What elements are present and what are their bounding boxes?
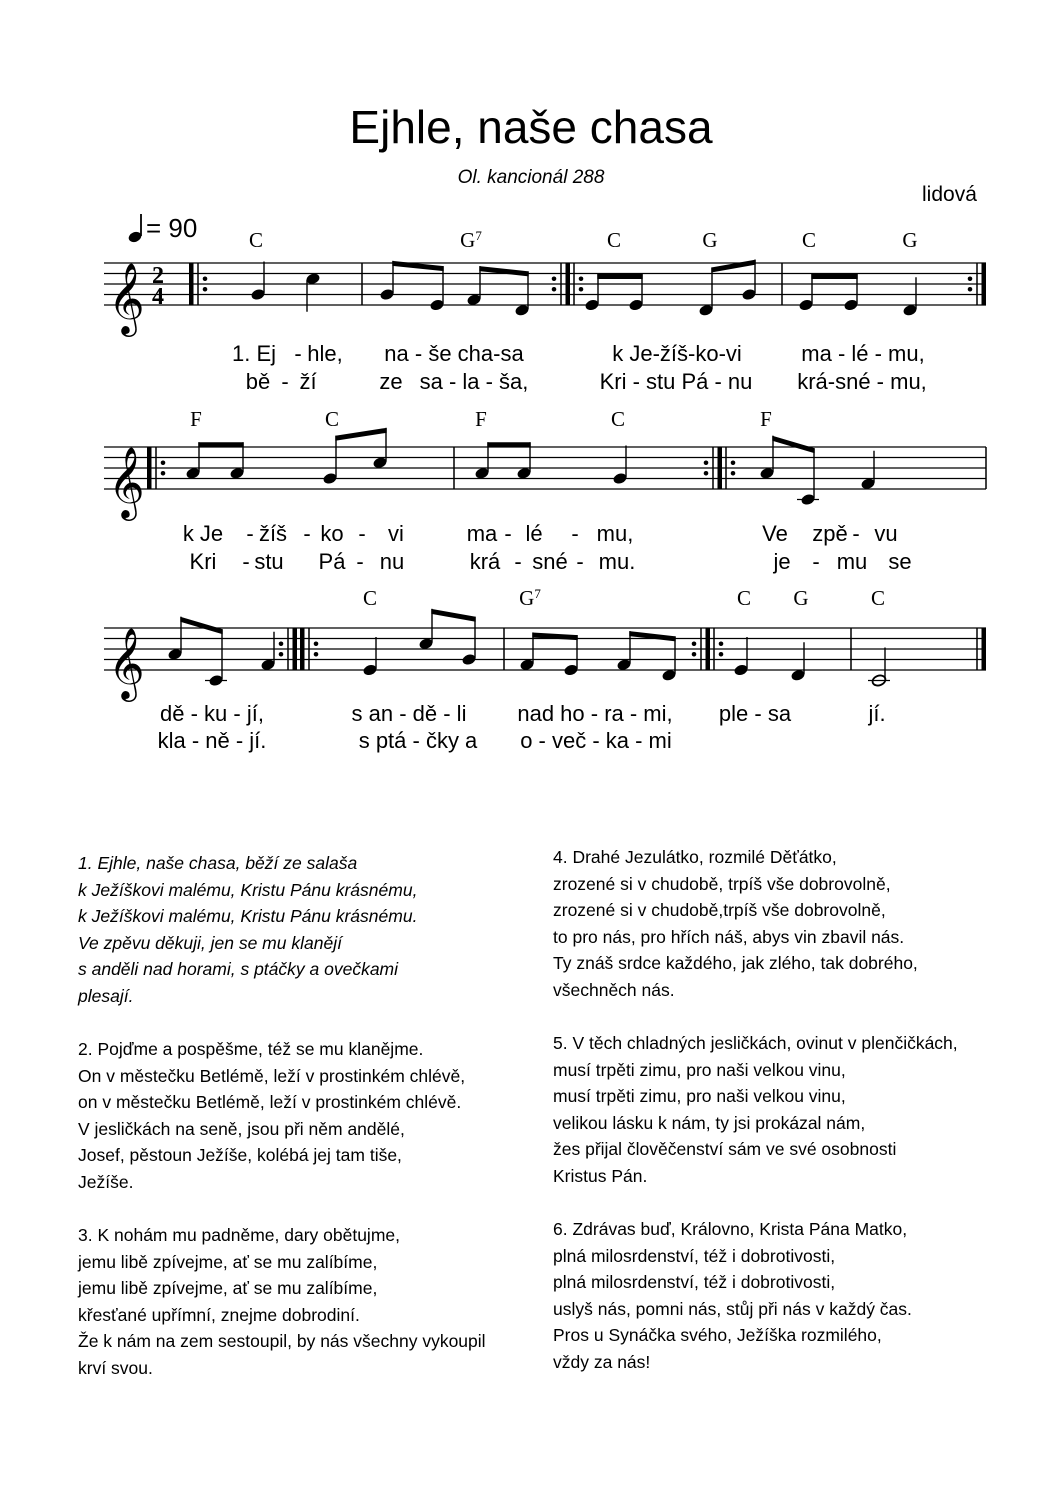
verse-stanza — [553, 1216, 958, 1375]
repeat-dot — [731, 460, 736, 465]
lyric-syllable: - — [358, 521, 366, 546]
chord-symbol: G — [702, 228, 718, 252]
lyric-syllable: - — [812, 549, 820, 574]
chord-symbol: C — [610, 407, 626, 431]
repeat-dot — [279, 652, 284, 657]
chord-symbol: C — [736, 586, 752, 610]
lyric-syllable: stu — [254, 549, 284, 574]
source-reference: Ol. kancionál 288 — [457, 167, 605, 188]
lyric-syllable: vu — [874, 521, 898, 546]
chord-symbol: C — [362, 586, 378, 610]
repeat-barline — [718, 447, 723, 489]
verse-line: k Ježíškovi malému, Kristu Pánu krásnému. — [78, 906, 418, 926]
verses-right-column — [553, 844, 958, 1402]
repeat-barline — [566, 263, 571, 305]
verse-line: on v městečku Betlémě, leží v prostinkém chlévě. — [78, 1092, 462, 1112]
lyric-syllable: ží — [299, 369, 317, 394]
repeat-dot — [692, 641, 697, 646]
lyric-syllable: - — [303, 521, 311, 546]
chord-symbol: C — [248, 228, 264, 252]
verse-stanza — [553, 1030, 958, 1189]
lyric-syllable: k Je-žíš-ko-vi — [612, 341, 742, 366]
verse-line: 1. Ejhle, naše chasa, běží ze salaša — [78, 853, 358, 873]
verse-line: plná milosrdenství, též i dobrotivosti, — [553, 1245, 836, 1266]
lyric-syllable: o - več - ka - mi — [520, 728, 672, 753]
lyric-syllable: s ptá - čky a — [358, 728, 478, 753]
chord-superscript: 7 — [534, 586, 541, 601]
lyric-syllable: - — [514, 549, 522, 574]
lyric-syllable: ma - lé - mu, — [801, 341, 925, 366]
verse-line: Ve zpěvu děkuji, jen se mu klanějí — [78, 932, 342, 953]
verse-line: vždy za nás! — [553, 1351, 651, 1372]
lyric-syllable: - — [294, 341, 302, 366]
repeat-dot — [314, 641, 319, 646]
lyric-syllable: s an - dě - li — [351, 701, 467, 726]
chord-symbol: F — [760, 407, 772, 431]
lyric-syllable: jí. — [868, 701, 886, 726]
beam — [487, 442, 530, 447]
verse-stanza — [553, 844, 958, 1003]
lyric-syllable: k Je — [182, 521, 224, 546]
lyric-syllable: - — [852, 521, 860, 546]
repeat-start-barline — [300, 628, 305, 670]
lyric-syllable: 1. Ej — [231, 341, 277, 366]
beam — [772, 436, 814, 454]
verse-line: všechněch nás. — [553, 979, 675, 1000]
repeat-dot — [279, 641, 284, 646]
lyric-syllable: sa - la - ša, — [419, 369, 529, 394]
chord-symbol: C — [870, 586, 886, 610]
verse-line: Kristus Pán. — [553, 1165, 648, 1186]
verse-line: 3. K nohám mu padněme, dary obětujme, — [78, 1225, 400, 1245]
lyric-syllable: hle, — [307, 341, 343, 366]
treble-clef-icon: 𝄞 — [108, 445, 145, 518]
repeat-end-barline — [293, 628, 298, 670]
repeat-dot — [719, 641, 724, 646]
repeat-dot — [731, 471, 736, 476]
treble-clef-icon: 𝄞 — [108, 261, 145, 334]
repeat-dot — [704, 471, 709, 476]
repeat-dot — [203, 287, 208, 292]
chord-symbol: F — [475, 407, 487, 431]
time-signature-bottom: 4 — [152, 284, 164, 310]
lyric-syllable: - — [242, 549, 250, 574]
chord-symbol: F — [190, 407, 202, 431]
song-title: Ejhle, naše chasa — [349, 101, 713, 153]
verse-line: musí trpěti zimu, pro naši velkou vinu, — [553, 1086, 846, 1106]
chord-symbol: C — [324, 407, 340, 431]
verse-line: velikou lásku k nám, ty jsi prokázal nám, — [553, 1112, 866, 1133]
lyric-syllable: krá-sné - mu, — [797, 369, 927, 394]
verse-line: uslyš nás, pomni nás, stůj při nás v každý čas. — [553, 1298, 912, 1319]
chord-symbol: $G^7$ — [519, 586, 541, 610]
chord-symbol: C — [801, 228, 817, 252]
repeat-dot — [203, 276, 208, 281]
verse-line: Ty znáš srdce každého, jak zlého, tak dobrého, — [553, 953, 918, 973]
verse-line: Že k nám na zem sestoupil, by nás všechny vykoupil — [78, 1331, 486, 1351]
verse-line: 4. Drahé Jezulátko, rozmilé Děťátko, — [553, 847, 837, 867]
verse-stanza — [78, 1036, 486, 1195]
lyric-syllable: je — [773, 549, 791, 574]
lyric-syllable: Pá — [318, 549, 346, 574]
lyric-syllable: mu, — [596, 521, 634, 546]
verse-line: zrozené si v chudobě, trpíš vše dobrovolně, — [553, 873, 891, 894]
verse-line: Pros u Synáčka svého, Ježíška rozmilého, — [553, 1325, 882, 1345]
beam — [335, 428, 386, 441]
lyric-syllable: ma — [466, 521, 498, 546]
lyric-syllable: krá — [469, 549, 501, 574]
beam — [811, 274, 857, 279]
verse-line: křesťané upřímní, znejme dobrodiní. — [78, 1304, 360, 1325]
repeat-dot — [579, 276, 584, 281]
verse-line: 2. Pojďme a pospěšme, též se mu klanějme. — [78, 1039, 424, 1059]
verse-line: s anděli nad horami, s ptáčky a ovečkami — [78, 959, 399, 979]
lyric-syllable: Kri — [189, 549, 217, 574]
repeat-dot — [704, 460, 709, 465]
lyric-syllable: zpě — [812, 521, 848, 546]
verse-line: plesají. — [78, 985, 134, 1006]
tempo-value: = 90 — [146, 213, 198, 243]
lyric-syllable: mu. — [598, 549, 636, 574]
chord-symbol: $G^7$ — [460, 228, 482, 252]
repeat-dot — [968, 287, 973, 292]
repeat-start-barline — [147, 447, 152, 489]
verse-line: plná milosrdenství, též i dobrotivosti, — [553, 1272, 836, 1292]
beam — [479, 266, 528, 276]
repeat-dot — [161, 471, 166, 476]
verse-line: jemu libě zpívejme, ať se mu zalíbíme, — [78, 1251, 378, 1272]
time-signature-top: 2 — [152, 263, 164, 289]
repeat-end-barline — [982, 263, 987, 305]
repeat-dot — [161, 460, 166, 465]
lyric-syllable: - — [356, 549, 364, 574]
verse-line: to pro nás, pro hřích náš, abys vin zbavil nás. — [553, 926, 905, 947]
lyric-syllable: - — [281, 369, 289, 394]
lyric-syllable: bě — [245, 369, 271, 394]
verse-line: žes přijal člověčenství sám ve své osobnosti — [553, 1139, 897, 1159]
treble-clef-icon: 𝄞 — [108, 626, 145, 699]
repeat-start-barline — [189, 263, 194, 305]
beam — [597, 274, 642, 279]
beam — [711, 260, 755, 273]
verse-line: zrozené si v chudobě,trpíš vše dobrovolně, — [553, 900, 886, 920]
lyric-syllable: ple - sa — [718, 701, 792, 726]
verse-line: k Ježíškovi malému, Kristu Pánu krásnému, — [78, 879, 418, 900]
repeat-dot — [314, 652, 319, 657]
lyric-syllable: - — [576, 549, 584, 574]
lyric-syllable: dě - ku - jí, — [160, 701, 264, 726]
beam — [180, 617, 222, 635]
lyric-syllable: ze — [379, 369, 403, 394]
lyric-syllable: se — [888, 549, 912, 574]
verse-line: musí trpěti zimu, pro naši velkou vinu, — [553, 1059, 846, 1080]
verse-stanza — [78, 1222, 486, 1381]
chord-superscript: 7 — [475, 228, 482, 243]
lyric-syllable: nu — [379, 549, 405, 574]
verse-line: Josef, pěstoun Ježíše, kolébá jej tam tiše, — [78, 1145, 402, 1165]
repeat-dot — [552, 276, 557, 281]
verses-left-column — [78, 850, 486, 1408]
verse-line: On v městečku Betlémě, leží v prostinkém chlévě, — [78, 1065, 466, 1086]
chord-symbol: G — [902, 228, 918, 252]
lyric-syllable: - — [246, 521, 254, 546]
lyric-syllable: žíš — [258, 521, 288, 546]
lyric-syllable: nad ho - ra - mi, — [517, 701, 673, 726]
lyric-syllable: sné — [532, 549, 568, 574]
chord-symbol: G — [793, 586, 809, 610]
lyric-syllable: na - še cha-sa — [384, 341, 524, 366]
lyric-syllable: - — [504, 521, 512, 546]
verse-line: jemu libě zpívejme, ať se mu zalíbíme, — [78, 1278, 378, 1298]
composer-credit: lidová — [922, 183, 977, 206]
repeat-dot — [692, 652, 697, 657]
lyric-syllable: mu — [836, 549, 868, 574]
lyric-syllable: vi — [388, 521, 404, 546]
beam — [198, 442, 243, 447]
lyric-syllable: Ve — [762, 521, 788, 546]
repeat-barline — [706, 628, 711, 670]
verse-line: krví svou. — [78, 1357, 153, 1378]
verse-line: 6. Zdrávas buď, Královno, Krista Pána Matko, — [553, 1219, 908, 1239]
chord-symbol: C — [606, 228, 622, 252]
beam — [629, 631, 675, 641]
lyric-syllable: - — [571, 521, 579, 546]
verse-line: Ježíše. — [78, 1171, 134, 1192]
beam — [431, 609, 475, 622]
lyric-syllable: lé — [525, 521, 543, 546]
repeat-dot — [552, 287, 557, 292]
verse-stanza — [78, 850, 486, 1009]
verse-line: V jesličkách na seně, jsou při něm andělé, — [78, 1118, 405, 1139]
verse-line: 5. V těch chladných jesličkách, ovinut v plenčičkách, — [553, 1033, 958, 1053]
repeat-dot — [968, 276, 973, 281]
final-barline — [982, 628, 987, 670]
lyric-syllable: Kri - stu Pá - nu — [599, 369, 753, 394]
repeat-dot — [719, 652, 724, 657]
repeat-dot — [579, 287, 584, 292]
lyric-syllable: kla - ně - jí. — [157, 728, 267, 753]
lyric-syllable: ko — [320, 521, 344, 546]
